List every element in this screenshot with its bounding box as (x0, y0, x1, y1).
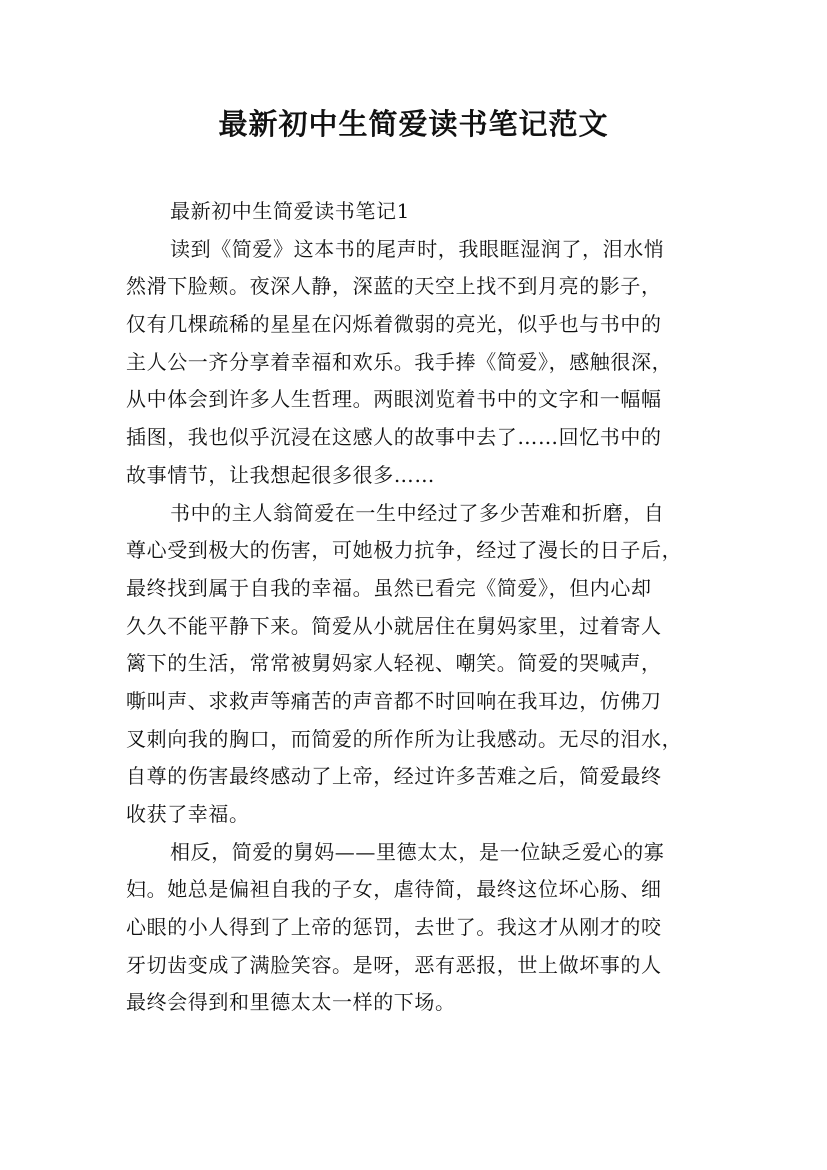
text-line: 自尊的伤害最终感动了上帝，经过许多苦难之后，简爱最终 (126, 764, 662, 789)
text-line: 读到《简爱》这本书的尾声时，我眼眶湿润了，泪水悄 (170, 236, 665, 261)
text-line: 然滑下脸颊。夜深人静，深蓝的天空上找不到月亮的影子， (126, 274, 662, 299)
text-line: 最新初中生简爱读书笔记1 (170, 199, 410, 223)
text-line: 相反，简爱的舅妈——里德太太，是一位缺乏爱心的寡 (170, 839, 665, 864)
text-line: 篱下的生活，常常被舅妈家人轻视、嘲笑。简爱的哭喊声， (126, 651, 662, 676)
text-line: 收获了幸福。 (126, 802, 250, 826)
text-line: 尊心受到极大的伤害，可她极力抗争，经过了漫长的日子后， (126, 538, 683, 563)
text-line: 最终找到属于自我的幸福。虽然已看完《简爱》，但内心却 (126, 575, 652, 600)
text-line: 最终会得到和里德太太一样的下场。 (126, 990, 456, 1015)
text-line: 妇。她总是偏袒自我的子女，虐待简，最终这位坏心肠、细 (126, 877, 662, 902)
text-line: 书中的主人翁简爱在一生中经过了多少苦难和折磨，自 (170, 500, 665, 525)
text-line: 仅有几棵疏稀的星星在闪烁着微弱的亮光，似乎也与书中的 (126, 312, 662, 337)
text-line: 主人公一齐分享着幸福和欢乐。我手捧《简爱》，感触很深， (126, 349, 673, 374)
document-body (126, 193, 716, 1022)
text-line: 插图，我也似乎沉浸在这感人的故事中去了……回忆书中的 (126, 425, 662, 450)
text-line: 心眼的小人得到了上帝的惩罚，去世了。我这才从刚才的咬 (126, 915, 662, 940)
text-line: 叉刺向我的胸口，而简爱的所作所为让我感动。无尽的泪水， (126, 726, 683, 751)
text-line: 从中体会到许多人生哲理。两眼浏览着书中的文字和一幅幅 (126, 387, 662, 412)
text-line: 久久不能平静下来。简爱从小就居住在舅妈家里，过着寄人 (126, 613, 662, 638)
text-line: 嘶叫声、求救声等痛苦的声音都不时回响在我耳边，仿佛刀 (126, 688, 662, 713)
text-line: 牙切齿变成了满脸笑容。是呀，恶有恶报，世上做坏事的人 (126, 952, 662, 977)
text-line: 故事情节，让我想起很多很多…… (126, 462, 435, 487)
document-title: 最新初中生简爱读书笔记范文 (218, 107, 609, 141)
